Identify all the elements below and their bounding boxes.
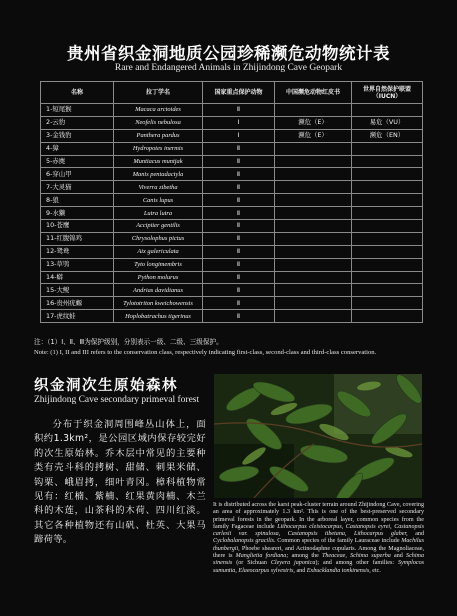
china-red-book-status	[275, 297, 352, 310]
china-red-book-status	[275, 245, 352, 258]
header-latin: 拉丁学名	[114, 82, 203, 104]
protection-grade: Ⅱ	[203, 297, 275, 310]
china-red-book-status	[275, 232, 352, 245]
china-red-book-status	[275, 155, 352, 168]
table-row	[41, 181, 423, 194]
latin-term: Cleyera japonica	[270, 560, 316, 567]
protection-grade: Ⅱ	[203, 181, 275, 194]
iucn-status	[352, 310, 423, 323]
species-name: 4-獐	[41, 142, 114, 155]
species-name: 14-蟒	[41, 271, 114, 284]
species-name: 2-云豹	[41, 116, 114, 129]
china-red-book-status	[275, 207, 352, 220]
latin-term: Schima sinensis	[213, 553, 424, 567]
latin-term: Machilus thunbergii,	[213, 538, 424, 552]
table-row	[41, 142, 423, 155]
text-run: and	[390, 553, 407, 560]
china-red-book-status	[275, 284, 352, 297]
species-name: 11-红腹锦鸡	[41, 232, 114, 245]
note-en: Note: (1) I, II and III refers to the conservation class, respectively indicating first-class, second-class and third-class conservation.	[34, 349, 377, 356]
table-row	[41, 297, 423, 310]
china-red-book-status	[275, 271, 352, 284]
forest-body-zh: 分布于织金洞周围峰丛山体上，面积约1.3km²，是公园区域内保存较完好的次生原始林。乔木层中常见的主要种类有壳斗科的拷树、甜储、刺果米储、钩栗、峨眉拷，细叶青冈。樟科植物常见有：红楠、紫楠、红果黄肉楠、木兰科的木莲，山茶科的木荷、四川红淡。其它各种植物还有山矾、杜英、大果马蹄荷等。	[34, 419, 206, 546]
table-row	[41, 155, 423, 168]
latin-name: Hoplobatrachus tigerinus	[114, 310, 203, 323]
protection-grade: Ⅱ	[203, 310, 275, 323]
latin-name: Macaca arctoides	[114, 104, 203, 117]
species-name: 9-水獭	[41, 207, 114, 220]
protection-grade: Ⅱ	[203, 142, 275, 155]
iucn-status	[352, 168, 423, 181]
iucn-status	[352, 142, 423, 155]
protection-grade: Ⅱ	[203, 220, 275, 233]
forest-title-zh: 织金洞次生原始森林	[34, 378, 178, 394]
text-run: ); and among other families:	[315, 560, 398, 567]
china-red-book-status: 濒危（E）	[275, 116, 352, 129]
latin-name: Panthera pardus	[114, 129, 203, 142]
protection-grade: Ⅰ	[203, 129, 275, 142]
table-row	[41, 104, 423, 117]
iucn-status	[352, 245, 423, 258]
protection-grade: Ⅱ	[203, 245, 275, 258]
table-row	[41, 271, 423, 284]
latin-term: Cyclobalanopsis gracilis.	[213, 538, 276, 545]
note-zh: 注：（1）Ⅰ、Ⅱ、Ⅲ为保护级别，分别表示一级、二级、三级保护。	[34, 338, 223, 346]
latin-name: Tyto longimembris	[114, 258, 203, 271]
table-row	[41, 207, 423, 220]
protection-grade: Ⅱ	[203, 194, 275, 207]
text-run: among the	[288, 553, 322, 560]
latin-name: Lutra lutra	[114, 207, 203, 220]
page-title-en: Rare and Endangered Animals in Zhijindong Cave Geopark	[114, 63, 343, 73]
iucn-status	[352, 207, 423, 220]
protection-grade: Ⅰ	[203, 116, 275, 129]
iucn-status	[352, 194, 423, 207]
forest-title-en: Zhijindong Cave secondary primeval forest	[34, 395, 200, 405]
table-row	[41, 129, 423, 142]
protection-grade: Ⅱ	[203, 168, 275, 181]
text-run: Common species of the family Lauraceae include	[275, 538, 402, 545]
species-name: 15-大鲵	[41, 284, 114, 297]
table-header-row	[41, 82, 423, 104]
china-red-book-status	[275, 142, 352, 155]
species-name: 17-虎纹蛙	[41, 310, 114, 323]
iucn-status	[352, 220, 423, 233]
text-run: Phoebe sheareri, and Actinodaphne cupularis. Among the Magnoliaceae, there is	[213, 545, 424, 560]
species-name: 16-贵州疣螈	[41, 297, 114, 310]
iucn-status	[352, 284, 423, 297]
table-body	[41, 104, 423, 323]
china-red-book-status: 濒危（E）	[275, 129, 352, 142]
header-iucn: 世界自然保护联盟 （IUCN）	[352, 82, 423, 104]
latin-name: Hydropotes inermis	[114, 142, 203, 155]
iucn-status	[352, 271, 423, 284]
species-name: 8-狼	[41, 194, 114, 207]
latin-term: Theaceae, Schima superba	[322, 553, 391, 560]
latin-term: Manglietia fordiana;	[235, 553, 289, 560]
latin-term: Symplocos sumuntia, Elaeocarpus sylvestris,	[213, 560, 425, 574]
table-row	[41, 232, 423, 245]
china-red-book-status	[275, 194, 352, 207]
protection-grade: Ⅱ	[203, 155, 275, 168]
table-row	[41, 116, 423, 129]
text-run: and	[407, 531, 424, 538]
iucn-status	[352, 155, 423, 168]
iucn-status: 濒危（EN）	[352, 129, 423, 142]
table-row	[41, 168, 423, 181]
header-china-red-book: 中国濒危动物红皮书	[275, 82, 352, 104]
text-run: and	[294, 567, 307, 574]
protection-grade: Ⅱ	[203, 271, 275, 284]
species-name: 7-大灵猫	[41, 181, 114, 194]
text-run: (or Sichuan	[232, 560, 271, 567]
latin-name: Chrysolophus pictus	[114, 232, 203, 245]
latin-name: Manis pentadactyla	[114, 168, 203, 181]
latin-name: Python molurus	[114, 271, 203, 284]
china-red-book-status	[275, 258, 352, 271]
china-red-book-status	[275, 168, 352, 181]
protection-grade: Ⅱ	[203, 104, 275, 117]
latin-name: Canis lupus	[114, 194, 203, 207]
iucn-status	[352, 258, 423, 271]
china-red-book-status	[275, 310, 352, 323]
latin-name: Neofelis nebulosa	[114, 116, 203, 129]
latin-name: Muntiacus muntjak	[114, 155, 203, 168]
text-run: It is distributed across the karst peak-cluster terrain around Zhijindong Cave, covering an area of approximately 1.3 km². This is one of the best-preserved secondary primeval forests in the geopark. In the arboreal layer, common species from the family Fagaceae include	[213, 502, 424, 530]
latin-name: Accipiter gentilis	[114, 220, 203, 233]
species-name: 3-金钱豹	[41, 129, 114, 142]
table-row	[41, 194, 423, 207]
latin-name: Tylototriton kweichowensis	[114, 297, 203, 310]
latin-name: Andrias davidianus	[114, 284, 203, 297]
iucn-status	[352, 297, 423, 310]
text-run: etc.	[370, 567, 381, 574]
iucn-status	[352, 181, 423, 194]
header-national-grade: 国家重点保护动物	[203, 82, 275, 104]
header-name: 名称	[41, 82, 114, 104]
china-red-book-status	[275, 220, 352, 233]
table-row	[41, 310, 423, 323]
latin-name: Viverra zibetha	[114, 181, 203, 194]
table-row	[41, 258, 423, 271]
forest-body-en	[213, 502, 424, 575]
latin-term: Lithocarpus cleistocarpus, Castanopsis eyrei, Castanopsis carlesii var. spinulosa, Castanopsis tibetana, Lithocarpus glaber,	[213, 523, 424, 538]
species-name: 5-赤麂	[41, 155, 114, 168]
protection-grade: Ⅱ	[203, 232, 275, 245]
species-table	[40, 81, 423, 323]
iucn-status	[352, 232, 423, 245]
species-name: 1-短尾猴	[41, 104, 114, 117]
table-row	[41, 284, 423, 297]
protection-grade: Ⅱ	[203, 207, 275, 220]
china-red-book-status	[275, 104, 352, 117]
latin-name: Aix galericulata	[114, 245, 203, 258]
protection-grade: Ⅱ	[203, 284, 275, 297]
iucn-status: 易危（VU）	[352, 116, 423, 129]
forest-leaves-photo	[214, 374, 422, 498]
table-row	[41, 245, 423, 258]
species-name: 12-鸳鸯	[41, 245, 114, 258]
iucn-status	[352, 104, 423, 117]
species-name: 10-苍鹰	[41, 220, 114, 233]
page-title-zh: 贵州省织金洞地质公园珍稀濒危动物统计表	[67, 44, 390, 63]
protection-grade: Ⅱ	[203, 258, 275, 271]
species-name: 13-草鸮	[41, 258, 114, 271]
latin-term: Exbucklandia tonkinensis,	[306, 567, 371, 574]
table-row	[41, 220, 423, 233]
species-name: 6-穿山甲	[41, 168, 114, 181]
china-red-book-status	[275, 181, 352, 194]
